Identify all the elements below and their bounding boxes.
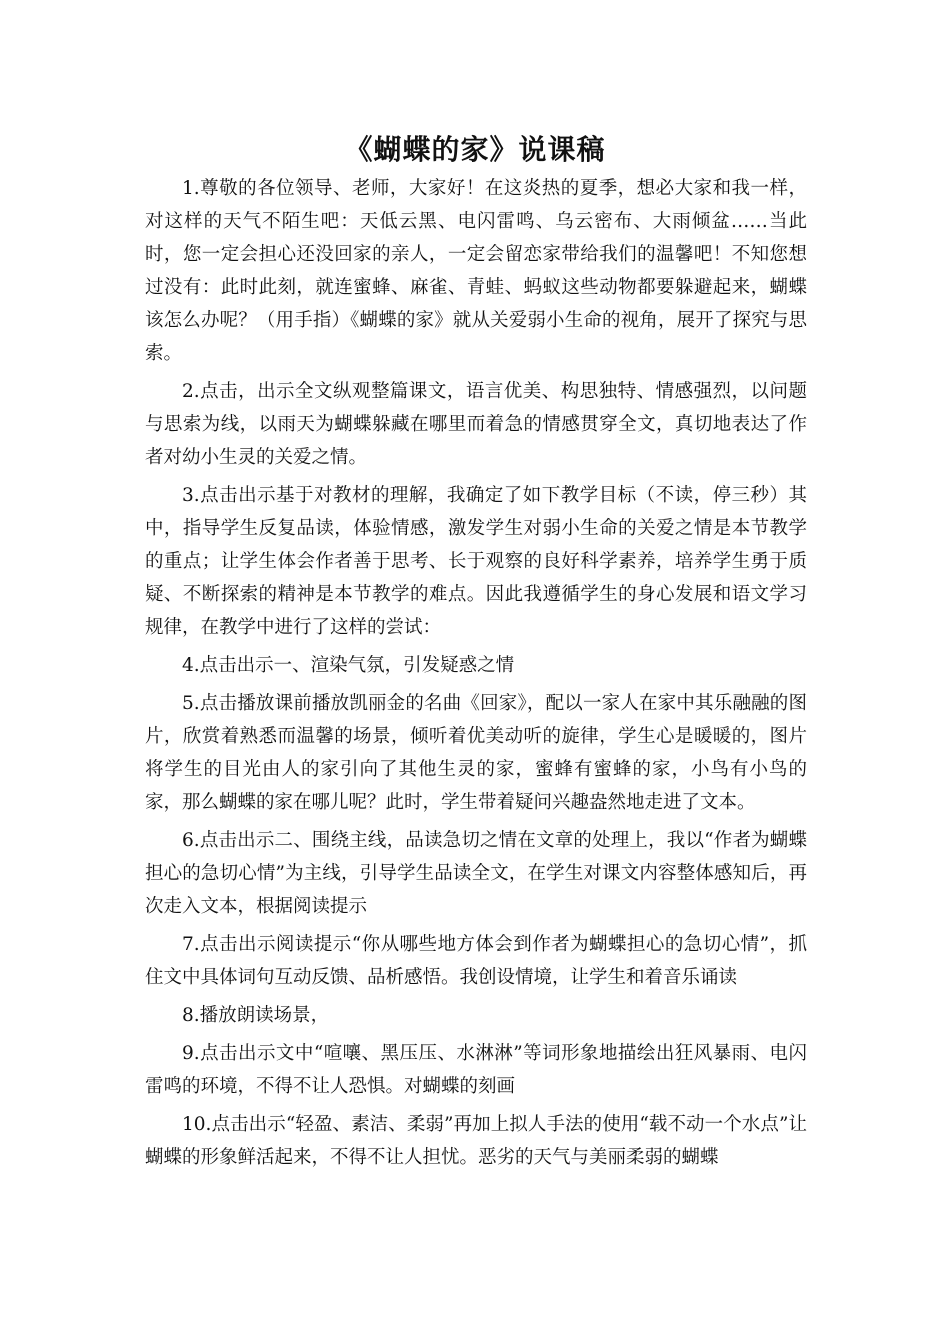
paragraph-7: 7.点击出示阅读提示“你从哪些地方体会到作者为蝴蝶担心的急切心情”，抓住文中具体词句互动反馈、品析感悟。我创设情境，让学生和着音乐诵读 xyxy=(145,934,807,988)
paragraph-5: 5.点击播放课前播放凯丽金的名曲《回家》，配以一家人在家中其乐融融的图片，欣赏着熟悉而温馨的场景，倾听着优美动听的旋律，学生心是暖暖的，图片将学生的目光由人的家引向了其他生灵的家，蜜蜂有蜜蜂的家，小鸟有小鸟的家，那么蝴蝶的家在哪儿呢？此时，学生带着疑问兴趣盎然地走进了文本。 xyxy=(145,693,807,813)
paragraph-9: 9.点击出示文中“喧嚷、黑压压、水淋淋”等词形象地描绘出狂风暴雨、电闪雷鸣的环境，不得不让人恐惧。对蝴蝶的刻画 xyxy=(145,1043,807,1097)
paragraph-1: 1.尊敬的各位领导、老师，大家好！在这炎热的夏季，想必大家和我一样，对这样的天气不陌生吧：天低云黑、电闪雷鸣、乌云密布、大雨倾盆……当此时，您一定会担心还没回家的亲人，一定会留恋家带给我们的温馨吧！不知您想过没有：此时此刻，就连蜜蜂、麻雀、青蛙、蚂蚁这些动物都要躲避起来，蝴蝶该怎么办呢？（用手指）《蝴蝶的家》就从关爱弱小生命的视角，展开了探究与思索。 xyxy=(145,178,807,364)
document-body xyxy=(145,172,807,1179)
paragraph-4: 4.点击出示一、渲染气氛，引发疑惑之情 xyxy=(182,655,515,676)
document-title: 《蝴蝶的家》说课稿 xyxy=(344,133,606,166)
paragraph-8: 8.播放朗读场景， xyxy=(182,1005,330,1026)
paragraph-3: 3.点击出示基于对教材的理解，我确定了如下教学目标（不读，停三秒）其中，指导学生反复品读，体验情感，激发学生对弱小生命的关爱之情是本节教学的重点；让学生体会作者善于思考、长于观察的良好科学素养，培养学生勇于质疑、不断探索的精神是本节教学的难点。因此我遵循学生的身心发展和语文学习规律，在教学中进行了这样的尝试： xyxy=(145,485,807,638)
paragraph-6: 6.点击出示二、围绕主线，品读急切之情在文章的处理上，我以“作者为蝴蝶担心的急切心情”为主线，引导学生品读全文，在学生对课文内容整体感知后，再次走入文本，根据阅读提示 xyxy=(145,830,807,917)
paragraph-10: 10.点击出示“轻盈、素洁、柔弱”再加上拟人手法的使用“载不动一个水点”让蝴蝶的形象鲜活起来，不得不让人担忧。恶劣的天气与美丽柔弱的蝴蝶 xyxy=(145,1114,807,1168)
paragraph-2: 2.点击，出示全文纵观整篇课文，语言优美、构思独特、情感强烈，以问题与思索为线，以雨天为蝴蝶躲藏在哪里而着急的情感贯穿全文，真切地表达了作者对幼小生灵的关爱之情。 xyxy=(145,381,807,468)
